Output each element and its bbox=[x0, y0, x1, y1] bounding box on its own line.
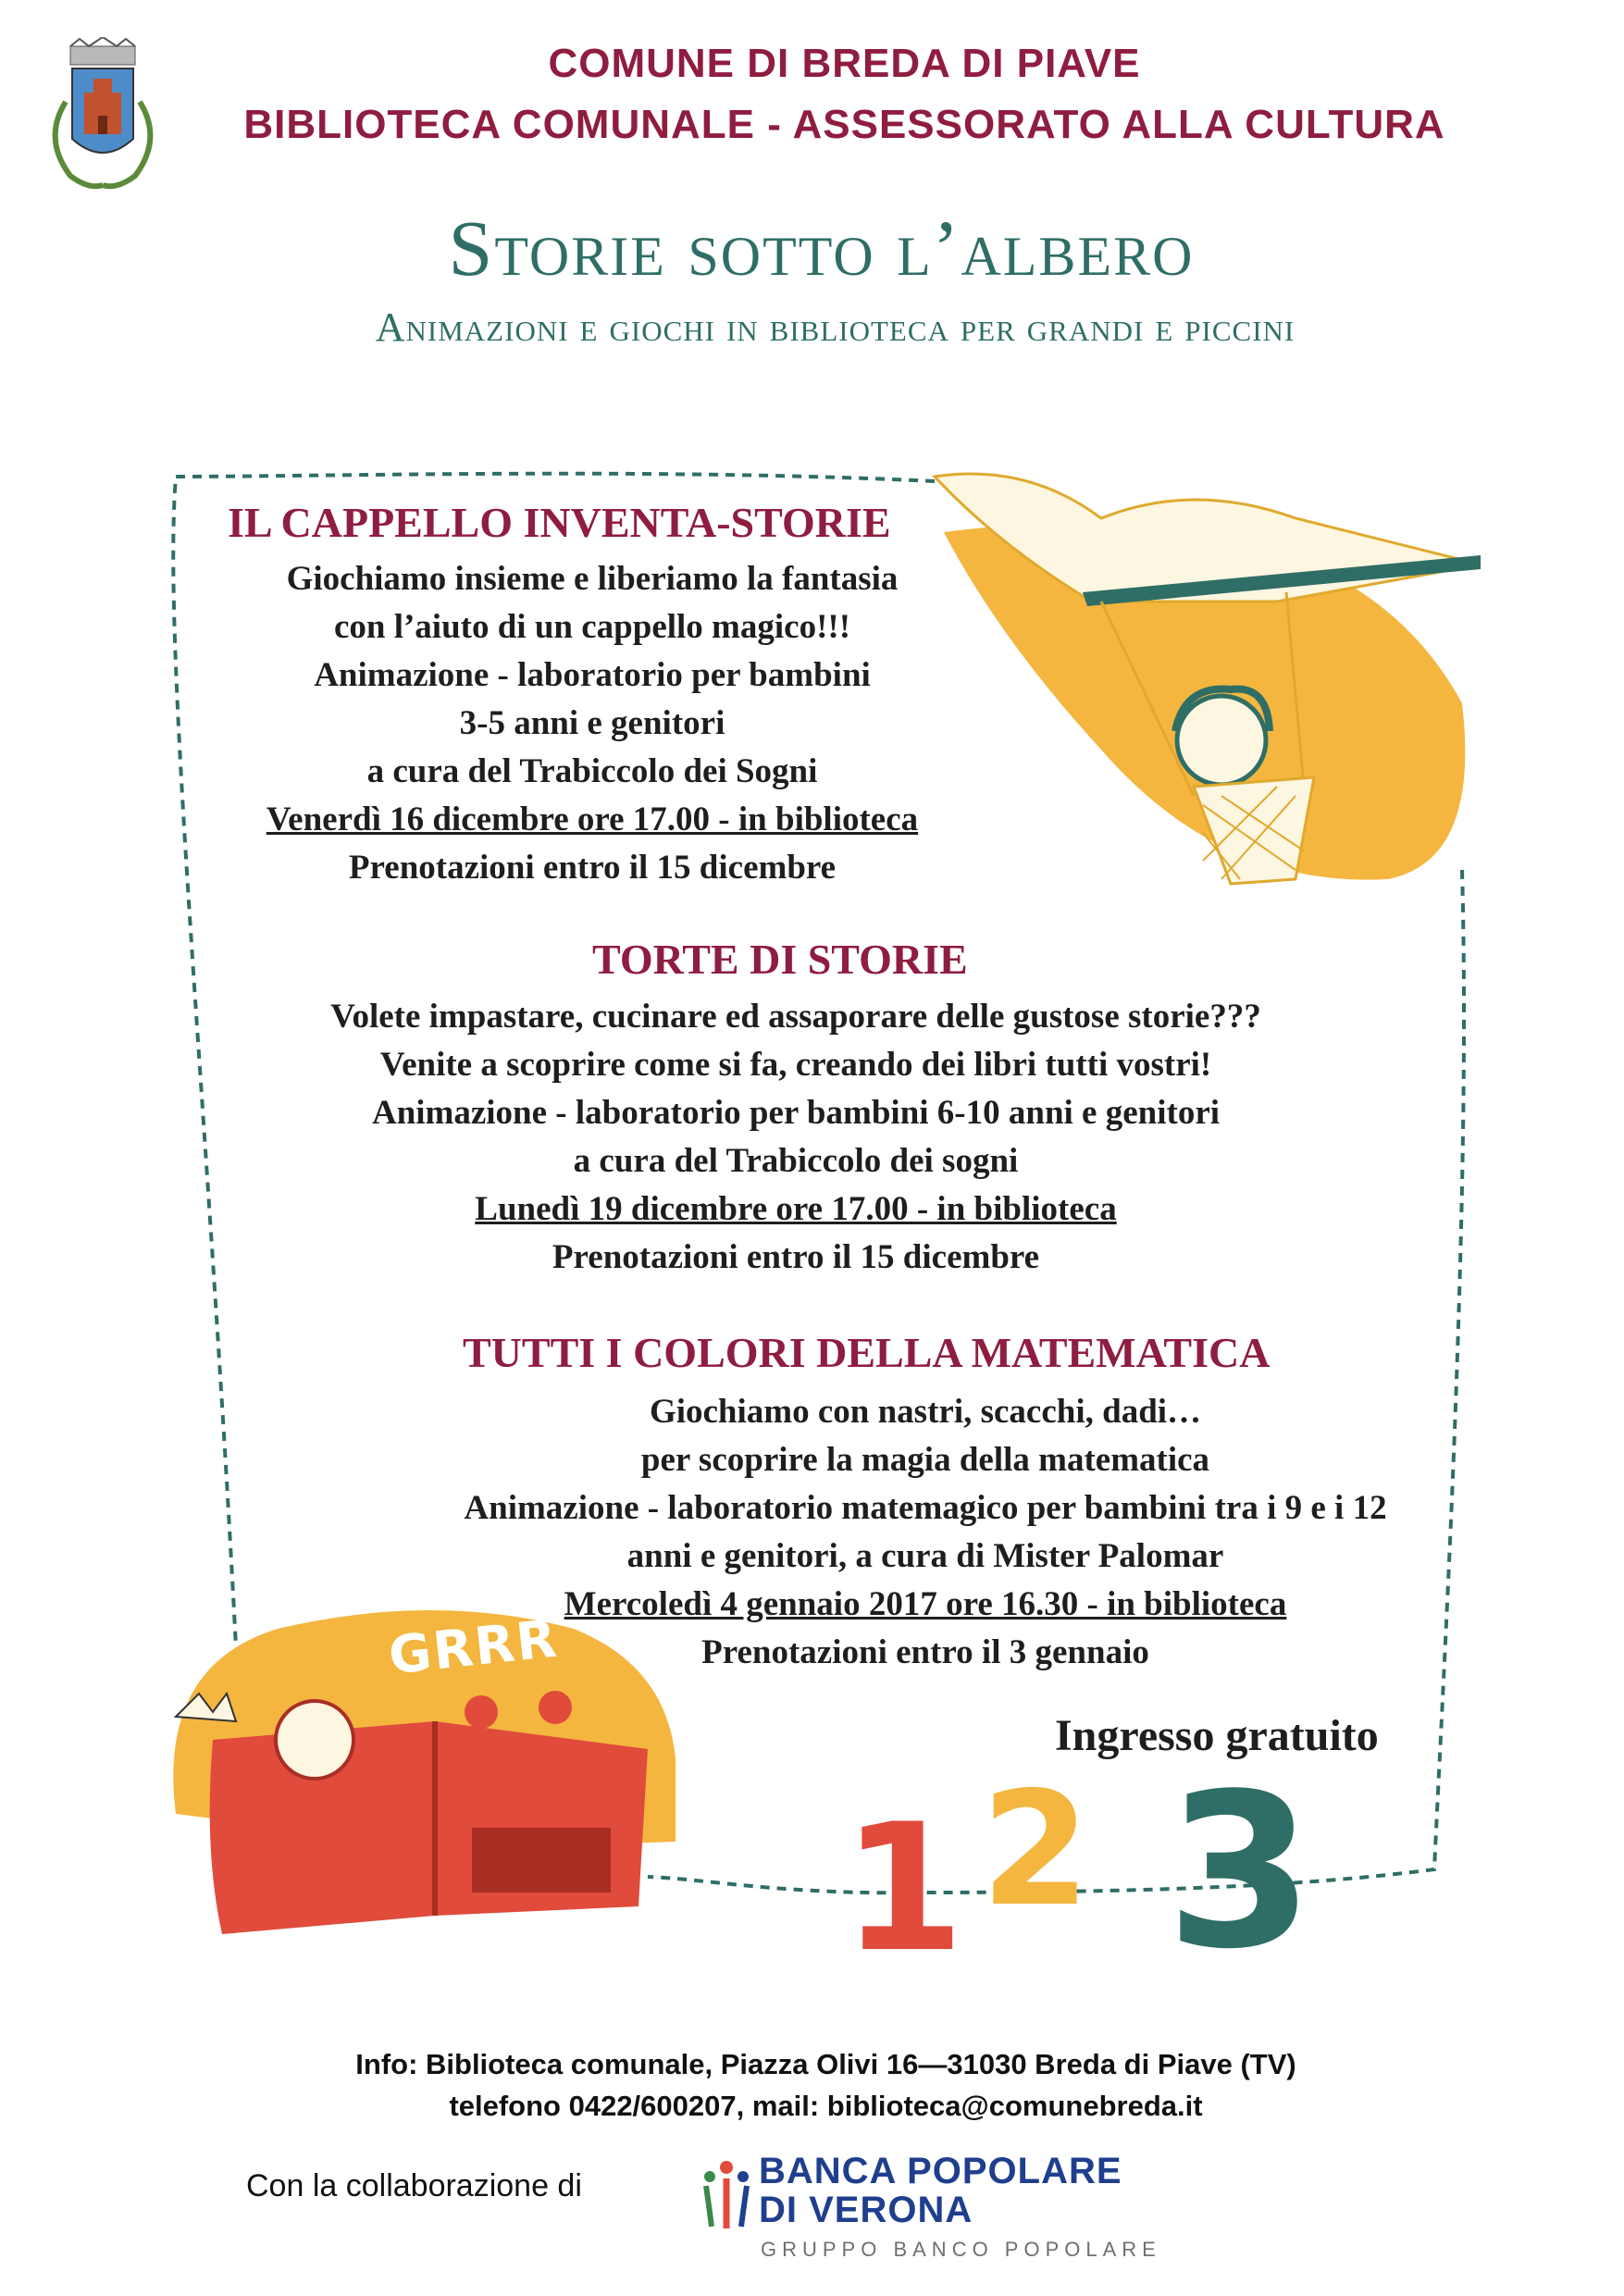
event-1-title: IL CAPPELLO INVENTA-STORIE bbox=[228, 499, 891, 546]
event-3-date: Mercoledì 4 gennaio 2017 ore 16.30 - in biblioteca bbox=[564, 1585, 1287, 1623]
event-3-booking: Prenotazioni entro il 3 gennaio bbox=[701, 1633, 1149, 1671]
event-3-line: anni e genitori, a cura di Mister Palomar bbox=[626, 1537, 1224, 1575]
event-2-line: Venite a scoprire come si fa, creando dei libri tutti vostri! bbox=[379, 1046, 1212, 1084]
bank-group-name: GRUPPO BANCO POPOLARE bbox=[761, 2238, 1161, 2261]
book-balloon-illustration bbox=[935, 474, 1481, 884]
bank-logo-icon bbox=[699, 2156, 754, 2230]
poster-subtitle: Animazioni e giochi in biblioteca per grandi e piccini bbox=[375, 304, 1295, 350]
digit-one: 1 bbox=[842, 1786, 965, 1991]
event-1-line: Giochiamo insieme e liberiamo la fantasia bbox=[286, 560, 899, 598]
event-2-booking: Prenotazioni entro il 15 dicembre bbox=[552, 1238, 1040, 1276]
event-2-date: Lunedì 19 dicembre ore 17.00 - in biblioteca bbox=[475, 1190, 1117, 1228]
event-2-body bbox=[185, 993, 1407, 1282]
event-1-line: a cura del Trabiccolo dei Sogni bbox=[366, 752, 818, 790]
event-3-line: per scoprire la magia della matematica bbox=[640, 1441, 1210, 1479]
event-1-line: 3-5 anni e genitori bbox=[459, 704, 725, 742]
digit-three: 3 bbox=[1166, 1749, 1315, 1996]
event-1-line: Animazione - laboratorio per bambini bbox=[314, 656, 871, 694]
event-2-line: Volete impastare, cucinare ed assaporare delle gustose storie??? bbox=[330, 998, 1261, 1036]
info-address: Info: Biblioteca comunale, Piazza Olivi 16—31030 Breda di Piave (TV) bbox=[355, 2048, 1296, 2080]
event-3-title: TUTTI I COLORI DELLA MATEMATICA bbox=[463, 1329, 1271, 1376]
free-entry-label: Ingresso gratuito bbox=[1055, 1711, 1379, 1760]
event-3-line: Giochiamo con nastri, scacchi, dadi… bbox=[649, 1393, 1202, 1431]
info-contacts: telefono 0422/600207, mail: biblioteca@comunebreda.it bbox=[449, 2090, 1203, 2122]
grrr-label: GRRR bbox=[386, 1608, 562, 1687]
collaboration-label: Con la collaborazione di bbox=[246, 2168, 582, 2203]
bank-name-line2: DI VERONA bbox=[759, 2190, 973, 2230]
event-1-booking: Prenotazioni entro il 15 dicembre bbox=[348, 849, 837, 887]
event-3-body bbox=[333, 1388, 1518, 1677]
municipality-name: COMUNE DI BREDA DI PIAVE bbox=[548, 41, 1141, 86]
event-1-body bbox=[176, 555, 1009, 892]
event-3-line: Animazione - laboratorio matemagico per bambini tra i 9 e i 12 bbox=[464, 1489, 1387, 1527]
event-1-line: con l’aiuto di un cappello magico!!! bbox=[333, 608, 851, 646]
event-2-title: TORTE DI STORIE bbox=[592, 936, 968, 983]
digit-two: 2 bbox=[981, 1758, 1091, 1942]
bank-name-line1: BANCA POPOLARE bbox=[759, 2151, 1122, 2191]
event-1-date: Venerdì 16 dicembre ore 17.00 - in biblioteca bbox=[266, 800, 919, 838]
library-department: BIBLIOTECA COMUNALE - ASSESSORATO ALLA CULTURA bbox=[243, 102, 1445, 147]
event-2-line: Animazione - laboratorio per bambini 6-10 anni e genitori bbox=[371, 1094, 1221, 1132]
poster-title: Storie sotto l’albero bbox=[448, 204, 1195, 292]
event-2-line: a cura del Trabiccolo dei sogni bbox=[573, 1142, 1019, 1180]
